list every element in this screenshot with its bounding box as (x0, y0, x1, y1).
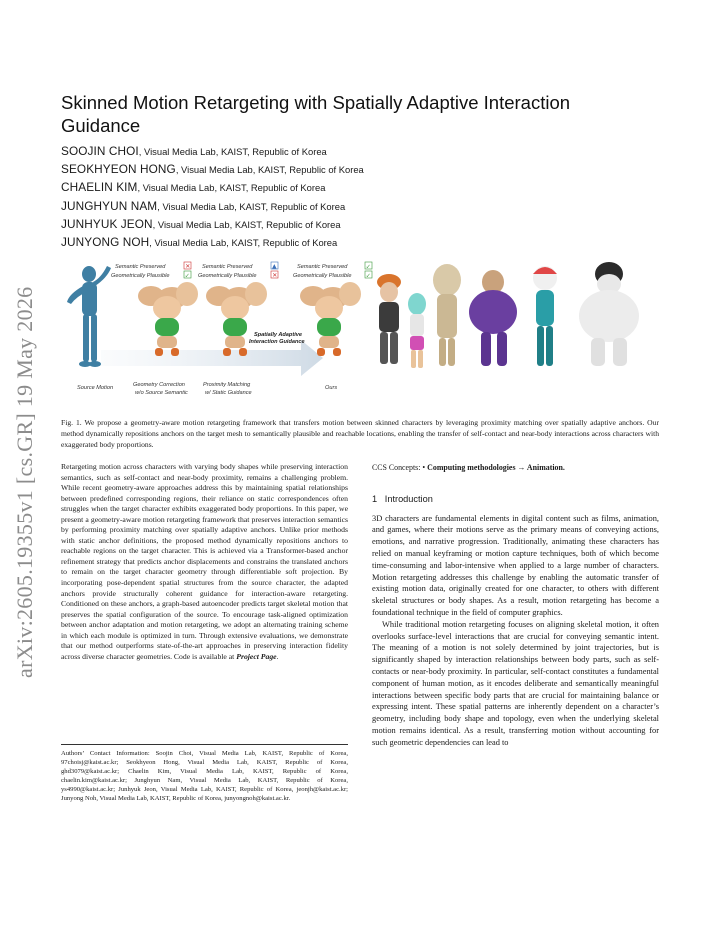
ccs-concepts (372, 462, 659, 474)
arrow-label-line2: Interaction Guidance (249, 339, 305, 345)
ccs-value: Computing methodologies → Animation. (427, 463, 565, 472)
author-name: CHAELIN KIM (61, 180, 138, 195)
check-mark: ✓ (365, 272, 371, 280)
intro-paragraph-1: 3D characters are fundamental elements in digital content such as films, animation, and games, where their motions serve as the primary means of conveying actions, emotions, and narrative progression. Traditionally, animating these characters has relied on manual keyframing or motion capture techniques, both of which become time-consuming and labor-intensive when applied to a large number of characters. Motion retargeting addresses this challenge by enabling the automatic transfer of existing motion data, originally created for one character, to others with different skeletal structures or body shapes. As a result, motion retargeting has become a foundational technique in the field of computer graphics. (372, 513, 659, 617)
author-name: JUNYONG NOH (61, 235, 150, 250)
author-name: JUNHYUK JEON (61, 216, 153, 231)
author-entry (61, 161, 661, 179)
character-teal-hero (533, 266, 557, 366)
abstract-text: Retargeting motion across characters with varying body shapes while preserving interaction semantics, such as self-contact and near-body proximity, remains a challenging problem. While recent geometry-aware approaches address this by maintaining spatial relationships between predefined corresponding regions, their reliance on static correspondences often struggles when the target character exhibits exaggerated body proportions. In this paper, we present a geometry-aware motion retargeting framework that preserves interaction semantics by performing proximity matching over spatially adaptive anchors. Unlike prior methods with static anchor definitions, the proposed method dynamically repositions anchors to reachable regions on the target character. This is achieved via a Transformer-based anchor refinement strategy that predicts anchor displacements and constrains the translated anchors to remain on the target character geometry through differentiable soft projection. By incorporating pose-dependent spatial structures from the source character, the adapted anchors provide structurally coherent guidance for interaction-aware retargeting. Conditioned on these anchors, a graph-based autoencoder predicts target skeletal motion that preserves the spatial configuration of the source. To encourage task-aligned optimization between anchor adaptation and motion retargeting, we adopt an alternating training scheme in which each module is optimized in turn. Through extensive evaluations, we demonstrate that our method outperforms state-of-the-art approaches in preserving interaction fidelity across diverse character geometries. Code is available at (61, 462, 348, 661)
arrow-label-line1: Spatially Adaptive (254, 332, 302, 338)
author-name: SOOJIN CHOI (61, 144, 139, 158)
author-contact-footnote: Authors’ Contact Information: Soojin Choi, Visual Media Lab, KAIST, Republic of Korea, 97choisj@kaist.ac.kr; Seokhyeon Hong, Visual Media Lab, KAIST, Republic of Korea, ghd3079@kaist.ac.kr; Chaelin Kim, Visual Media Lab, KAIST, Republic of Korea, chaelin.kim@kaist.ac.kr; Junghyun Nam, Visual Media Lab, KAIST, Republic of Korea, ys4990@kaist.ac.kr; Junhyuk Jeon, Visual Media Lab, KAIST, Republic of Korea, jeonjh@kaist.ac.kr; Junyong Noh, Visual Media Lab, KAIST, Republic of Korea, junyongnoh@kaist.ac.kr. (61, 744, 348, 804)
right-column (372, 462, 659, 749)
check-mark: ✓ (184, 272, 190, 280)
character-white-gorilla (579, 262, 639, 366)
left-column (61, 462, 348, 662)
mouse-character-ours (300, 282, 361, 356)
author-affiliation: , Visual Media Lab, KAIST, Republic of Korea (149, 237, 338, 249)
project-page-link[interactable]: Project Page (236, 651, 277, 661)
section-heading (372, 494, 659, 506)
section-number: 1 (372, 493, 378, 504)
author-entry (61, 198, 661, 216)
mouse-character-geometry-correction (138, 282, 198, 356)
teaser-illustration (61, 254, 659, 399)
legend-semantic-text: Semantic Preserved (115, 264, 166, 270)
figure-caption: Fig. 1. We propose a geometry-aware motion retargeting framework that transfers motion between skinned characters by leveraging proximity matching over spatially adaptive anchors. Our method dynamically repositions anchors on the target mesh to semantically plausible and reachable locations, enabling the transfer of self-contact and near-body interactions across characters with exaggerated body proportions. (61, 418, 659, 450)
legend-semantic-text: Semantic Preserved (297, 264, 348, 270)
label-ours: Ours (325, 385, 338, 391)
section-title: Introduction (384, 493, 433, 504)
author-name: SEOKHYEON HONG (61, 162, 176, 177)
author-entry (61, 179, 661, 197)
author-name: JUNGHYUN NAM (61, 198, 158, 213)
cross-mark: ✕ (185, 263, 191, 270)
author-list (61, 143, 661, 252)
author-affiliation: , Visual Media Lab, KAIST, Republic of Korea (157, 200, 346, 212)
author-affiliation: , Visual Media Lab, KAIST, Republic of Korea (138, 146, 327, 157)
legend-ours (293, 262, 372, 279)
label-proximity-matching: Proximity Matching (203, 382, 251, 388)
triangle-mark: ▲ (272, 263, 277, 270)
author-entry (61, 216, 661, 234)
label-geometry-correction-sub: w/o Source Semantic (135, 390, 188, 396)
legend-geometric-text: Geometrically Plausible (198, 273, 257, 279)
label-geometry-correction: Geometry Correction (133, 382, 185, 388)
legend-geometric-text: Geometrically Plausible (111, 273, 170, 279)
author-affiliation: , Visual Media Lab, KAIST, Republic of Korea (152, 218, 341, 230)
author-affiliation: , Visual Media Lab, KAIST, Republic of Korea (175, 164, 364, 176)
character-crowd (377, 262, 639, 368)
legend-geometric-text: Geometrically Plausible (293, 273, 352, 279)
legend-semantic-text: Semantic Preserved (202, 264, 253, 270)
teaser-figure (61, 254, 659, 399)
author-entry (61, 234, 661, 252)
cross-mark: ✕ (272, 272, 278, 279)
label-proximity-matching-sub: w/ Static Guidance (205, 390, 252, 396)
intro-paragraph-2: While traditional motion retargeting focuses on aligning skeletal motion, it often overlooks surface-level interactions that are crucial for conveying semantic intent. The meaning of a motion is not solely determined by joint trajectories, but is significantly shaped by interaction relationships between body parts, such as self-contacts or near-body proximity. In particular, self-contact constitutes a fundamental component of human motion, as it encodes deliberate and semantically meaningful interactions between specific body parts that are crucial for maintaining balance or expressing intent. These spatial patterns are inherently dependent on a character’s geometry, including body shape and topology, even when the underlying skeletal motion remains identical. As a result, transferring motion without accounting for such geometric dependencies can lead to (372, 619, 659, 747)
character-teal-girl (408, 293, 426, 368)
label-source-motion: Source Motion (77, 385, 114, 391)
check-mark: ✓ (365, 263, 371, 271)
character-purple-brute (469, 270, 517, 366)
legend-geometry-correction (111, 262, 191, 279)
abstract: Retargeting motion across characters with varying body shapes while preserving interaction semantics, such as self-contact and near-body proximity, remains a challenging problem. While recent geometry-aware approaches address this by maintaining spatial relationships between predefined corresponding regions, their reliance on static correspondences often struggles when the target character exhibits exaggerated body proportions. In this paper, we present a geometry-aware motion retargeting framework that preserves interaction semantics by performing proximity matching over spatially adaptive anchors. Unlike prior methods with static anchor definitions, the proposed method dynamically repositions anchors to reachable regions on the target character. This is achieved via a Transformer-based anchor refinement strategy that predicts anchor displacements and constrains the translated anchors to remain on the target character geometry through differentiable soft projection. By incorporating pose-dependent spatial structures from the source character, the adapted anchors provide structurally coherent guidance for interaction-aware retargeting. Conditioned on these anchors, a graph-based autoencoder predicts target skeletal motion that preserves the spatial configuration of the source. To encourage task-aligned optimization between anchor adaptation and motion retargeting, we adopt an alternating training scheme in which each module is optimized in turn. Through extensive evaluations, we demonstrate that our method outperforms state-of-the-art approaches in preserving interaction fidelity across diverse character geometries. Code is available at Project Page. (61, 462, 348, 661)
character-mummy (433, 264, 461, 366)
arxiv-identifier: arXiv:2605.19355v1 [cs.GR] 19 May 2026 (12, 286, 37, 678)
author-entry (61, 143, 661, 161)
author-affiliation: , Visual Media Lab, KAIST, Republic of Korea (137, 182, 326, 194)
character-cap-boy (377, 274, 401, 364)
legend-proximity-matching (198, 262, 278, 279)
progress-arrow (101, 340, 323, 376)
paper-title: Skinned Motion Retargeting with Spatially Adaptive Interaction Guidance (61, 92, 571, 136)
ccs-label: CCS Concepts: • (372, 463, 426, 472)
